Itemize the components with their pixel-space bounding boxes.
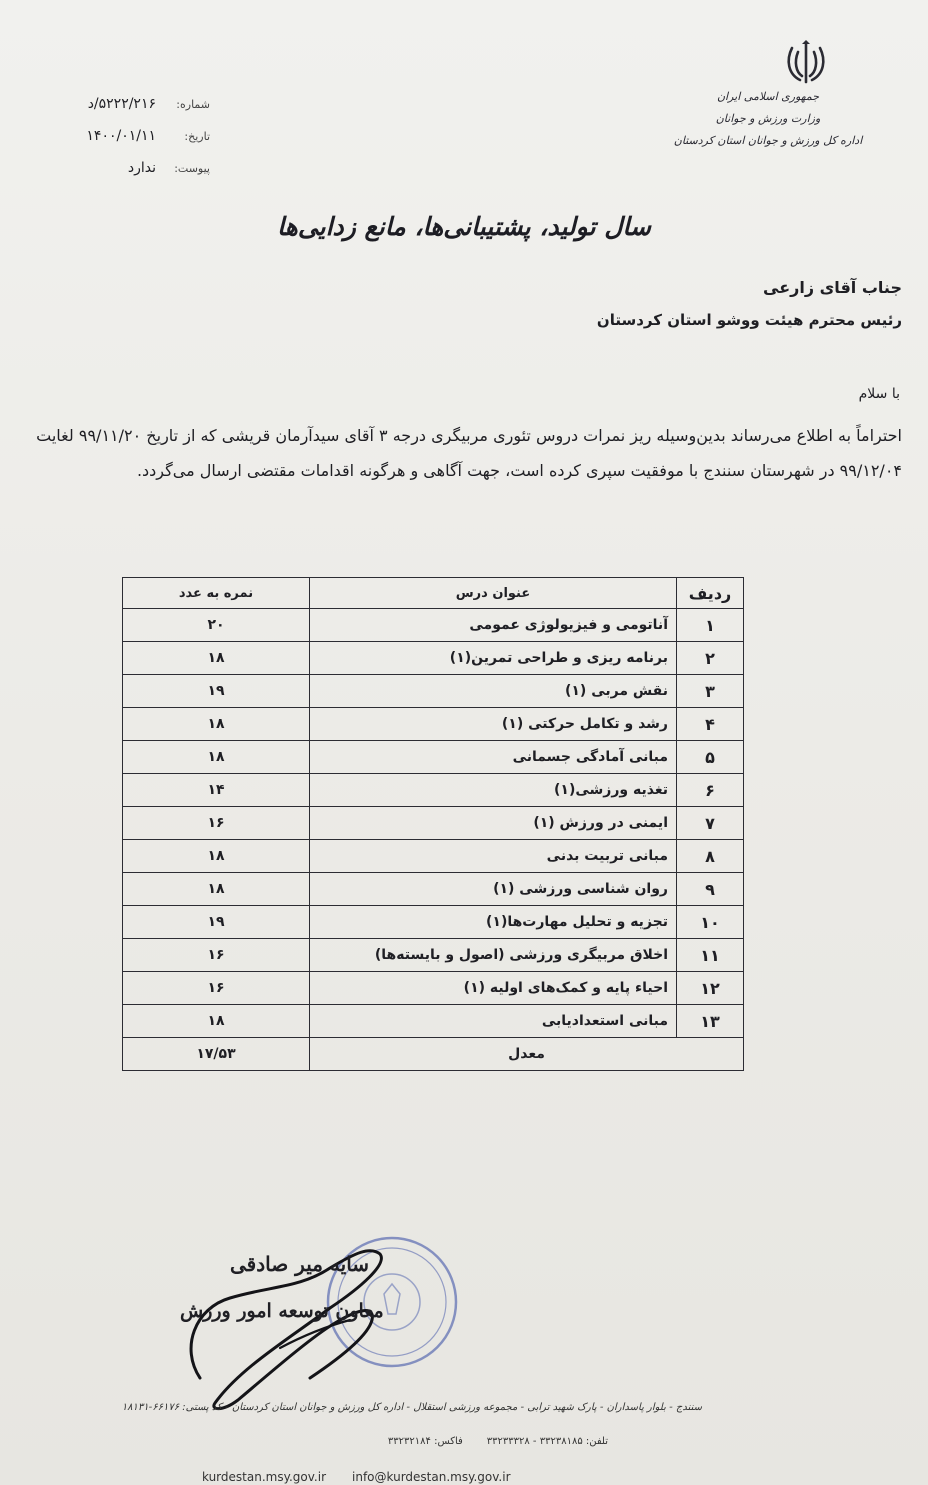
row-index: ۸ (677, 840, 744, 873)
course-title: اخلاق مربیگری ورزشی (اصول و بایسته‌ها) (310, 939, 677, 972)
table-row (123, 1005, 744, 1038)
course-grade: ۱۶ (123, 807, 310, 840)
addressee-title: رئیس محترم هیئت ووشو استان کردستان (596, 311, 902, 329)
header-grade: نمره به عدد (123, 578, 310, 609)
row-index: ۱۲ (677, 972, 744, 1005)
letter-number-label: شماره: (176, 97, 210, 111)
table-row (123, 609, 744, 642)
row-index: ۳ (677, 675, 744, 708)
average-row (123, 1038, 744, 1071)
course-grade: ۱۸ (123, 1005, 310, 1038)
row-index: ۹ (677, 873, 744, 906)
row-index: ۱۰ (677, 906, 744, 939)
course-title: تغذیه ورزشی(۱) (310, 774, 677, 807)
ministry-line-2: وزارت ورزش و جوانان (715, 112, 821, 125)
letter-date-row (40, 120, 210, 152)
table-row (123, 972, 744, 1005)
ministry-line-1: جمهوری اسلامی ایران (716, 90, 820, 103)
course-title: مبانی آمادگی جسمانی (310, 741, 677, 774)
course-grade: ۱۸ (123, 741, 310, 774)
course-title: رشد و تکامل حرکتی (۱) (310, 708, 677, 741)
course-title: مبانی تربیت بدنی (310, 840, 677, 873)
signatory-title: معاون توسعه امور ورزش (180, 1300, 384, 1322)
table-row (123, 675, 744, 708)
footer-website-link[interactable]: kurdestan.msy.gov.ir (202, 1470, 326, 1484)
footer-web (202, 1470, 511, 1484)
footer-address: سنندج - بلوار پاسداران - پارک شهید ترابی - مجموعه ورزشی استقلال - اداره کل ورزش و جوانان استان کردستان - کد پستی: ۶۶۱۷۶-۱۸۱۳۱ (121, 1402, 702, 1413)
ministry-header (648, 86, 888, 152)
letter-body: احتراماً به اطلاع می‌رساند بدین‌وسیله ریز نمرات دروس تئوری مربیگری درجه ۳ آقای سیدآرمان قریشی که از تاریخ ۹۹/۱۱/۲۰ لغایت ۹۹/۱۲/۰۴ در شهرستان سنندج با موفقیت سپری کرده است، جهت آگاهی و هرگونه اقدامات مقتضی ارسال می‌گردد. (36, 426, 902, 480)
row-index: ۱۱ (677, 939, 744, 972)
year-slogan: سال تولید، پشتیبانی‌ها، مانع زدایی‌ها (277, 212, 651, 241)
footer-fax: فاکس: ۳۳۲۳۲۱۸۴ (387, 1436, 463, 1447)
table-row (123, 807, 744, 840)
course-title: آناتومی و فیزیولوژی عمومی (310, 609, 677, 642)
footer-email-link[interactable]: info@kurdestan.msy.gov.ir (352, 1470, 511, 1484)
course-title: نقش مربی (۱) (310, 675, 677, 708)
letter-date-label: تاریخ: (184, 129, 210, 143)
course-grade: ۱۴ (123, 774, 310, 807)
letter-number-row (40, 88, 210, 120)
course-title: تجزیه و تحلیل مهارت‌ها(۱) (310, 906, 677, 939)
row-index: ۱۳ (677, 1005, 744, 1038)
letter-meta (40, 88, 210, 184)
grades-table-body (123, 609, 744, 1038)
signatory-name: سایه میر صادقی (230, 1252, 370, 1276)
letter-date-value: ۱۴۰۰/۰۱/۱۱ (86, 128, 156, 144)
greeting: با سلام (858, 386, 900, 402)
course-grade: ۱۶ (123, 939, 310, 972)
course-title: برنامه ریزی و طراحی تمرین(۱) (310, 642, 677, 675)
header-course-title: عنوان درس (310, 578, 677, 609)
header-index: ردیف (677, 578, 744, 609)
course-grade: ۲۰ (123, 609, 310, 642)
iran-emblem-icon (784, 38, 828, 86)
letter-number-value: ۵۲۲۲/۲۱۶/د (87, 96, 156, 112)
table-row (123, 642, 744, 675)
row-index: ۵ (677, 741, 744, 774)
attachment-label: پیوست: (174, 161, 210, 175)
course-grade: ۱۸ (123, 873, 310, 906)
table-row (123, 708, 744, 741)
grades-table (122, 577, 744, 1071)
table-row (123, 906, 744, 939)
course-title: ایمنی در ورزش (۱) (310, 807, 677, 840)
average-label: معدل (310, 1038, 744, 1071)
footer-phone: تلفن: ۳۳۲۳۸۱۸۵ - ۳۳۲۳۳۳۲۸ (486, 1436, 608, 1447)
table-row (123, 741, 744, 774)
course-grade: ۱۸ (123, 642, 310, 675)
row-index: ۴ (677, 708, 744, 741)
attachment-value: ندارد (127, 160, 156, 176)
course-title: مبانی استعدادیابی (310, 1005, 677, 1038)
row-index: ۲ (677, 642, 744, 675)
course-title: روان شناسی ورزشی (۱) (310, 873, 677, 906)
table-row (123, 873, 744, 906)
course-grade: ۱۶ (123, 972, 310, 1005)
average-value: ۱۷/۵۳ (123, 1038, 310, 1071)
ministry-line-3: اداره کل ورزش و جوانان استان کردستان (673, 134, 863, 147)
table-row (123, 840, 744, 873)
addressee (302, 278, 902, 329)
grades-table-header (123, 578, 744, 609)
attachment-row (40, 152, 210, 184)
table-row (123, 774, 744, 807)
course-title: احیاء پایه و کمک‌های اولیه (۱) (310, 972, 677, 1005)
row-index: ۶ (677, 774, 744, 807)
row-index: ۷ (677, 807, 744, 840)
addressee-name: جناب آقای زارعی (763, 278, 902, 297)
course-grade: ۱۸ (123, 708, 310, 741)
course-grade: ۱۸ (123, 840, 310, 873)
course-grade: ۱۹ (123, 675, 310, 708)
table-row (123, 939, 744, 972)
row-index: ۱ (677, 609, 744, 642)
footer-contact (388, 1436, 608, 1447)
course-grade: ۱۹ (123, 906, 310, 939)
